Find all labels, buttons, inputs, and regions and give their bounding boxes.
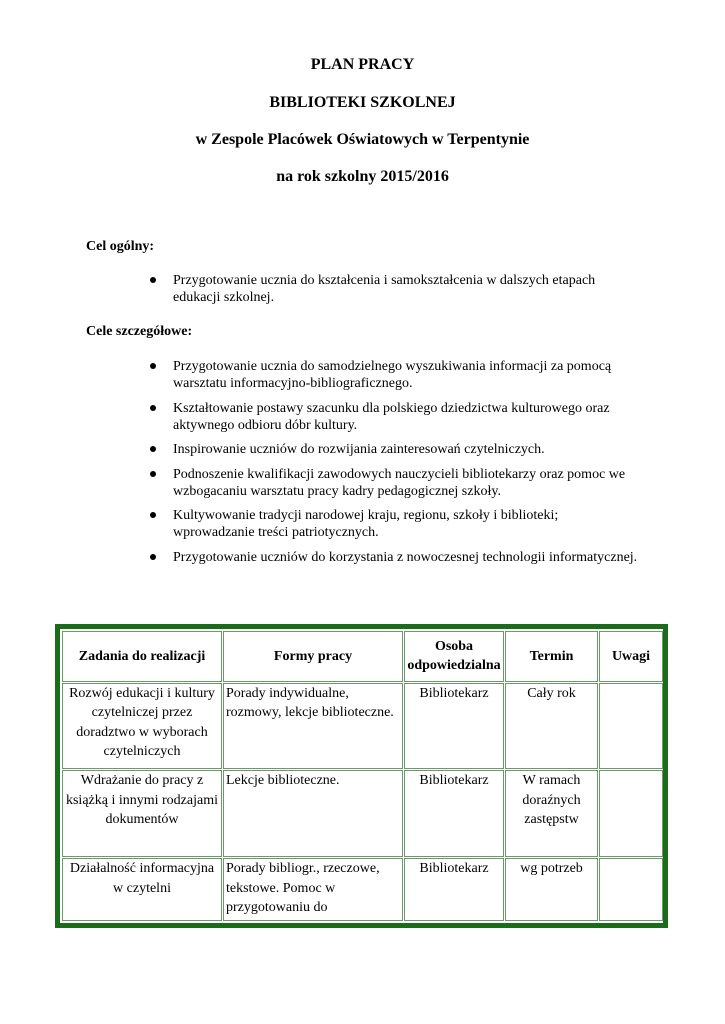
cell-term: Cały rok — [505, 683, 598, 770]
bullet-icon — [150, 471, 156, 477]
cell-task: Wdrażanie do pracy z książką i innymi rodzajami dokumentów — [62, 770, 222, 857]
cell-forms: Porady bibliogr., rzeczowe, tekstowe. Pomoc w przygotowaniu do — [223, 858, 403, 921]
list-item: Inspirowanie uczniów do rozwijania zainteresowań czytelniczych. — [148, 441, 638, 458]
general-goal-list — [148, 272, 638, 314]
cell-notes — [599, 683, 663, 770]
cell-term: W ramach doraźnych zastępstw — [505, 770, 598, 857]
general-goal-heading: Cel ogólny: — [86, 239, 155, 254]
cell-forms: Lekcje biblioteczne. — [223, 770, 403, 857]
cell-notes — [599, 770, 663, 857]
cell-person: Bibliotekarz — [404, 770, 504, 857]
specific-goals-list — [148, 358, 638, 573]
list-item: Przygotowanie ucznia do samodzielnego wyszukiwania informacji za pomocą warsztatu informacyjno-bibliograficznego. — [148, 358, 638, 392]
cell-person: Bibliotekarz — [404, 858, 504, 921]
cell-task: Rozwój edukacji i kultury czytelniczej przez doradztwo w wyborach czytelniczych — [62, 683, 222, 770]
title-line-library: BIBLIOTEKI SZKOLNEJ — [269, 94, 456, 111]
bullet-icon — [150, 277, 156, 283]
list-item: Kształtowanie postawy szacunku dla polskiego dziedzictwa kulturowego oraz aktywnego odbioru dóbr kultury. — [148, 400, 638, 434]
cell-notes — [599, 858, 663, 921]
header-term: Termin — [505, 631, 598, 682]
table-row — [62, 770, 663, 857]
cell-task: Działalność informacyjna w czytelni — [62, 858, 222, 921]
title-line-school: w Zespole Placówek Oświatowych w Terpentynie — [195, 131, 530, 148]
plan-table — [55, 624, 668, 928]
list-item: Podnoszenie kwalifikacji zawodowych nauczycieli bibliotekarzy oraz pomoc we wzbogacaniu warsztatu pracy kadry pedagogicznej szkoły. — [148, 466, 638, 500]
bullet-icon — [150, 363, 156, 369]
cell-person: Bibliotekarz — [404, 683, 504, 770]
table-row — [62, 858, 663, 921]
cell-term: wg potrzeb — [505, 858, 598, 921]
title-line-plan: PLAN PRACY — [310, 56, 415, 73]
header-forms: Formy pracy — [223, 631, 403, 682]
list-item: Przygotowanie uczniów do korzystania z nowoczesnej technologii informatycznej. — [148, 549, 638, 566]
bullet-icon — [150, 405, 156, 411]
list-item: Kultywowanie tradycji narodowej kraju, regionu, szkoły i biblioteki; wprowadzanie treści patriotycznych. — [148, 507, 638, 541]
bullet-icon — [150, 512, 156, 518]
bullet-icon — [150, 446, 156, 452]
header-notes: Uwagi — [599, 631, 663, 682]
table-row — [62, 683, 663, 770]
list-item: Przygotowanie ucznia do kształcenia i samokształcenia w dalszych etapach edukacji szkolnej. — [148, 272, 638, 306]
specific-goals-heading: Cele szczegółowe: — [86, 324, 193, 339]
header-tasks: Zadania do realizacji — [62, 631, 222, 682]
cell-forms: Porady indywidualne, rozmowy, lekcje biblioteczne. — [223, 683, 403, 770]
header-person: Osoba odpowiedzialna — [404, 631, 504, 682]
title-line-year: na rok szkolny 2015/2016 — [276, 168, 449, 185]
plan-table-grid — [61, 630, 664, 922]
bullet-icon — [150, 554, 156, 560]
table-header-row — [62, 631, 663, 682]
